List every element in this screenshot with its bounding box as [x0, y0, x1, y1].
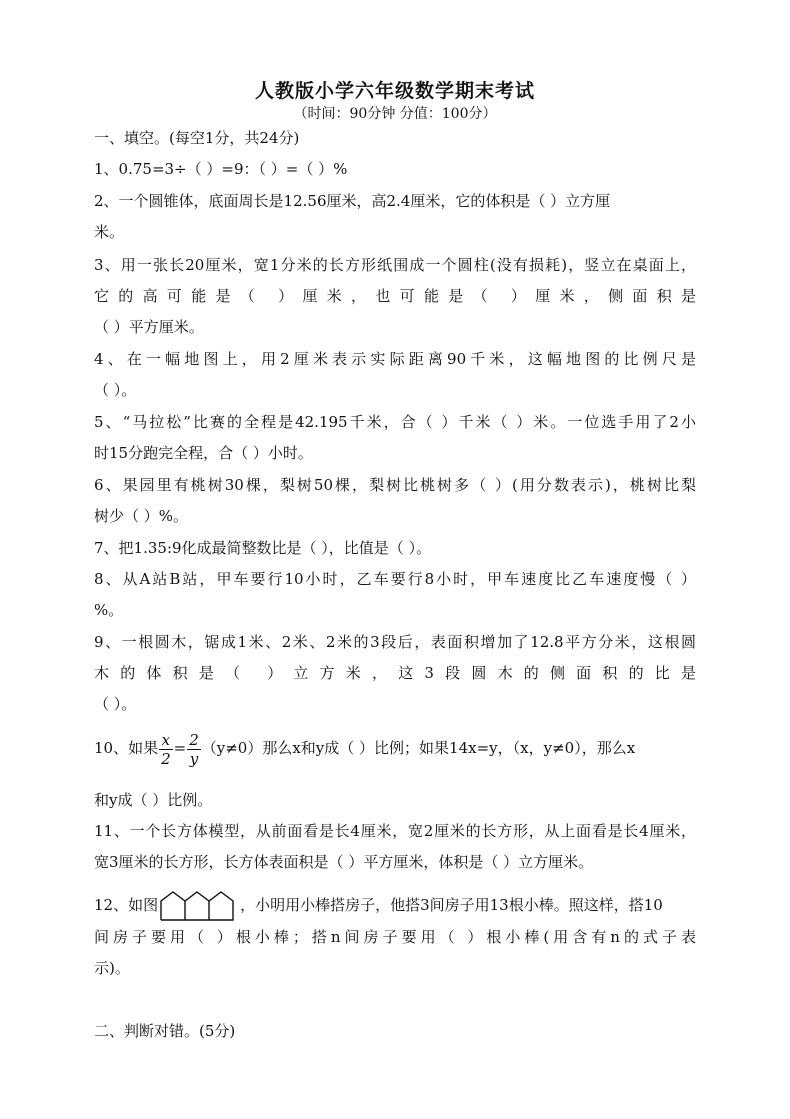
- question-9-line2: 木的体积是（ ）立方米，这3段圆木的侧面积的比是: [94, 664, 696, 682]
- question-5-line1: 5、“马拉松”比赛的全程是42.195千米，合（ ）千米（ ）米。一位选手用了2小: [94, 413, 696, 431]
- question-4-line1: 4、在一幅地图上，用2厘米表示实际距离90千米，这幅地图的比例尺是: [94, 350, 696, 368]
- question-2-line1: 2、一个圆锥体，底面周长是12.56厘米，高2.4厘米，它的体积是（ ）立方厘: [94, 192, 611, 210]
- fraction-1-numerator: x: [159, 731, 173, 750]
- question-12-suffix: ，小明用小棒搭房子，他搭3间房子用13根小棒。照这样，搭10: [240, 896, 663, 914]
- question-10-suffix: （y≠0）那么x和y成（ ）比例；如果14x=y，（x，y≠0），那么x: [201, 739, 636, 757]
- section2-heading: 二、判断对错。(5分): [94, 1022, 236, 1040]
- question-8-line1: 8、从A站B站，甲车要行10小时，乙车要行8小时，甲车速度比乙车速度慢（ ）: [94, 570, 696, 588]
- question-9-line1: 9、一根圆木，锯成1米、2米、2米的3段后，表面积增加了12.8平方分米，这根圆: [94, 633, 696, 651]
- fraction-2-over-y: [187, 731, 201, 768]
- equals-sign: =: [173, 739, 187, 757]
- fraction-1-denominator: 2: [161, 749, 171, 768]
- question-2-line2: 米。: [94, 223, 125, 241]
- question-12-prefix: 12、如图: [94, 896, 159, 914]
- question-7: 7、把1.35:9化成最简整数比是（ ），比值是（ ）。: [94, 539, 432, 557]
- question-5-line2: 时15分跑完全程，合（ ）小时。: [94, 444, 313, 462]
- section1-heading: 一、填空。(每空1分，共24分): [94, 129, 300, 147]
- question-3-line1: 3、用一张长20厘米，宽1分米的长方形纸围成一个圆柱(没有损耗)，竖立在桌面上，: [94, 256, 696, 274]
- question-10-prefix: 10、如果: [94, 739, 159, 757]
- question-3-line3: （ ）平方厘米。: [94, 318, 204, 336]
- question-11-line1: 11、一个长方体模型，从前面看是长4厘米，宽2厘米的长方形，从上面看是长4厘米，: [94, 822, 696, 840]
- question-8-line2: %。: [94, 601, 124, 619]
- question-10-line2: 和y成（ ）比例。: [94, 791, 213, 809]
- fraction-2-numerator: 2: [189, 730, 199, 749]
- three-houses-figure: [160, 891, 238, 921]
- question-3-line2: 它的高可能是（ ）厘米，也可能是（ ）厘米，侧面积是: [94, 287, 696, 305]
- question-1: 1、0.75=3÷（ ）=9：（ ）=（ ）%: [94, 160, 348, 178]
- question-12-line1: [94, 890, 696, 921]
- fraction-2-denominator: y: [189, 749, 199, 768]
- exam-title: 人教版小学六年级数学期末考试: [254, 80, 535, 102]
- fraction-x-over-2: [159, 731, 173, 768]
- question-4-line2: （ ）。: [94, 381, 137, 399]
- question-12-line3: 示)。: [94, 959, 130, 977]
- question-11-line2: 宽3厘米的长方形，长方体表面积是（ ）平方厘米，体积是（ ）立方厘米。: [94, 853, 594, 871]
- question-12-line2: 间房子要用（ ）根小棒；搭n间房子要用（ ）根小棒(用含有n的式子表: [94, 928, 696, 946]
- exam-subtitle: （时间：90分钟 分值：100分）: [293, 106, 497, 122]
- question-9-line3: （ ）。: [94, 695, 137, 713]
- question-6-line1: 6、果园里有桃树30棵，梨树50棵，梨树比桃树多（ ）(用分数表示)，桃树比梨: [94, 476, 696, 494]
- question-6-line2: 树少（ ）%。: [94, 507, 189, 525]
- question-10-line1: [94, 728, 696, 768]
